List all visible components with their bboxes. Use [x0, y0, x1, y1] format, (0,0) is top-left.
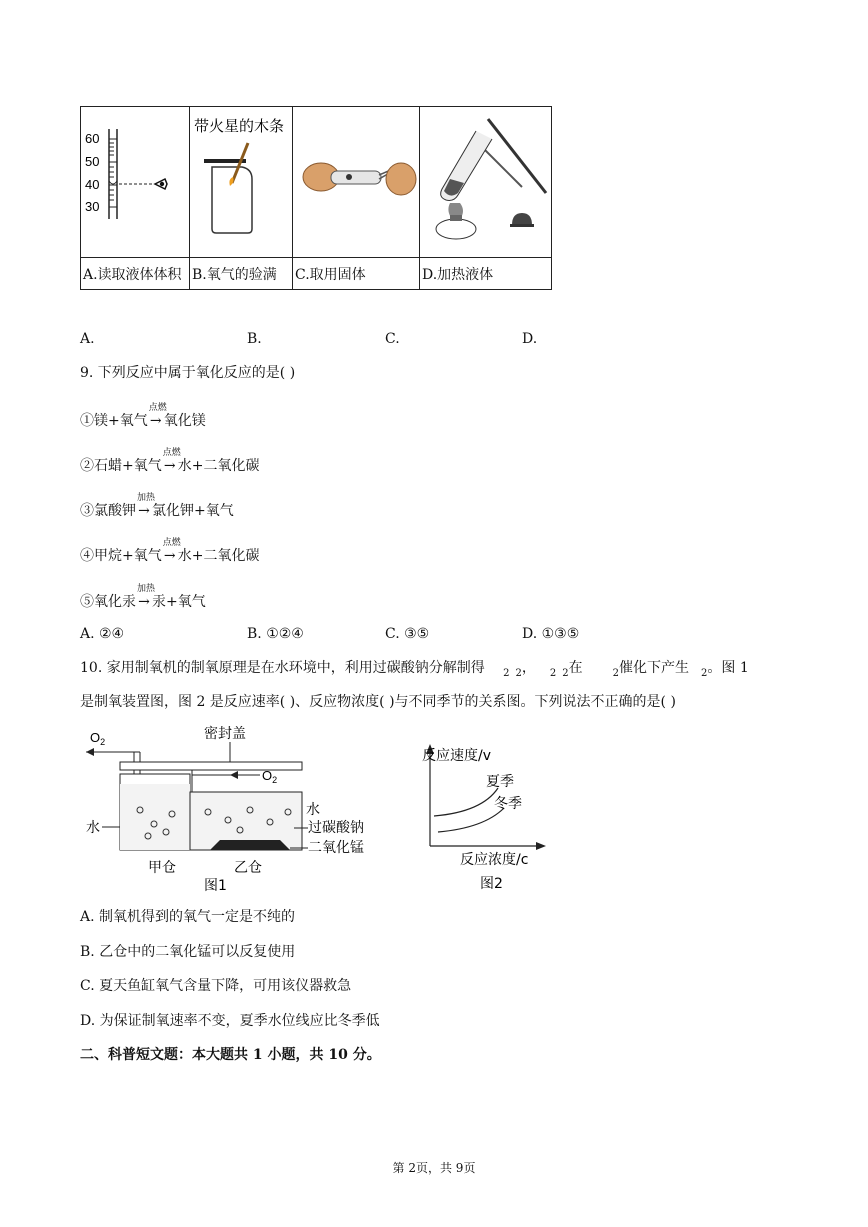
- summer-curve: [434, 788, 498, 816]
- q10-line1-d: 。图 1: [707, 660, 749, 676]
- reaction-5-right: 汞+氧气: [152, 594, 206, 610]
- cylinder-reading-figure: [81, 107, 189, 253]
- q8-option-c: C.: [385, 331, 400, 347]
- q10-option-d: D. 为保证制氧速率不变，夏季水位线应比冬季低: [80, 1013, 380, 1029]
- reaction-2-right: 水+二氧化碳: [177, 458, 260, 474]
- take-solid-figure: [293, 107, 419, 253]
- page-footer: 第 2页，共 9页: [392, 1161, 476, 1175]
- reaction-5-left: ⑤氧化汞: [80, 594, 136, 610]
- q10-line1-b: 在: [568, 660, 583, 676]
- reaction-3: ③氯酸钾 → 加热 氯化钾+氧气: [80, 500, 234, 520]
- figure-cell-c: [293, 107, 420, 258]
- sodium-percarbonate-label: 过碳酸钠: [308, 820, 364, 836]
- reaction-4: ④甲烷+氧气 → 点燃 水+二氧化碳: [80, 545, 259, 565]
- water-right-label: 水: [306, 802, 320, 818]
- q9-option-a: A. ②④: [80, 626, 125, 642]
- figure-cell-a: [81, 107, 190, 258]
- tick-30: 30: [85, 199, 100, 214]
- sub-2-a: 2: [503, 668, 510, 679]
- figure-cell-b: [190, 107, 293, 258]
- tick-60: 60: [85, 131, 100, 146]
- heat-liquid-figure: [420, 107, 551, 253]
- glowing-splint-label: 带火星的木条: [194, 117, 285, 135]
- caption-a: A.读取液体体积: [81, 258, 190, 290]
- q8-option-a: A.: [80, 331, 95, 347]
- reaction-4-condition: 点燃: [162, 538, 181, 548]
- reaction-2-condition: 点燃: [162, 448, 181, 458]
- chamber-a-label: 甲仓: [148, 860, 176, 876]
- reaction-3-left: ③氯酸钾: [80, 503, 136, 519]
- q9-option-d: D. ①③⑤: [522, 626, 580, 642]
- figure-1-caption: 图1: [204, 878, 227, 894]
- sub-2-e: 2: [612, 668, 620, 679]
- sub-2-d: 2: [562, 668, 569, 679]
- q10-stem-line1: 10. 家用制氧机的制氧原理是在水环境中，利用过碳酸钠分解制得 $_2$ $_2$， $_2$ $_2$在 $_2$催化下产生 $_2$。图 1: [80, 660, 749, 679]
- reaction-5: ⑤氧化汞 → 加热 汞+氧气: [80, 591, 206, 611]
- q10-option-b: B. 乙仓中的二氧化锰可以反复使用: [80, 944, 296, 960]
- sub-2-b: 2: [515, 668, 522, 679]
- mno2-label: 二氧化锰: [308, 840, 364, 856]
- q10-line1-a: 10. 家用制氧机的制氧原理是在水环境中，利用过碳酸钠分解制得: [80, 660, 485, 676]
- q8-option-d: D.: [522, 331, 538, 347]
- figure-cell-d: [420, 107, 552, 258]
- eye-icon: [155, 179, 167, 189]
- q9-option-b: B. ①②④: [247, 626, 304, 642]
- tick-40: 40: [85, 177, 100, 192]
- winter-label: 冬季: [494, 796, 522, 812]
- summer-label: 夏季: [486, 774, 514, 790]
- tick-50: 50: [85, 154, 100, 169]
- reaction-1-left: ①镁+氧气: [80, 413, 148, 429]
- y-axis-label: 反应速度/v: [422, 748, 492, 764]
- water-left-label: 水: [86, 820, 100, 836]
- q10-line1-c: 催化下产生: [619, 660, 690, 676]
- caption-c: C.取用固体: [293, 258, 420, 290]
- o2-in-label: $O_2$: [262, 768, 278, 785]
- sealed-lid-label: 密封盖: [204, 726, 246, 742]
- q9-option-c: C. ③⑤: [385, 626, 430, 642]
- sub-2-c: 2: [549, 668, 557, 679]
- arrow-left-icon: [86, 748, 94, 756]
- reaction-4-right: 水+二氧化碳: [177, 548, 260, 564]
- reaction-3-right: 氯化钾+氧气: [152, 503, 234, 519]
- q10-option-a: A. 制氧机得到的氧气一定是不纯的: [80, 909, 296, 925]
- q9-stem: 9. 下列反应中属于氧化反应的是( ): [80, 365, 296, 381]
- rate-concentration-figure: [408, 740, 558, 892]
- reaction-2-left: ②石蜡+氧气: [80, 458, 162, 474]
- chamber-b-label: 乙仓: [234, 860, 262, 876]
- reaction-4-left: ④甲烷+氧气: [80, 548, 162, 564]
- reaction-3-condition: 加热: [136, 493, 155, 503]
- mno2-layer: [210, 840, 290, 850]
- reaction-1-condition: 点燃: [148, 403, 167, 413]
- figure-2-caption: 图2: [480, 876, 503, 892]
- oxygen-generator-figure: [80, 722, 380, 894]
- reaction-1: ①镁+氧气 → 点燃 氧化镁: [80, 410, 206, 430]
- oxygen-test-figure: [190, 107, 292, 253]
- section-2-heading: 二、科普短文题：本大题共 1 小题，共 10 分。: [80, 1047, 381, 1063]
- caption-d: D.加热液体: [420, 258, 552, 290]
- lab-operations-table: [80, 106, 552, 290]
- sub-2-f: 2: [701, 668, 708, 679]
- q10-stem-line2: 是制氧装置图，图 2 是反应速率( )、反应物浓度( )与不同季节的关系图。下列说法不正确的是( ): [80, 694, 676, 710]
- o2-out-label: $O_2$: [90, 730, 106, 747]
- reaction-1-right: 氧化镁: [163, 413, 206, 429]
- q8-option-b: B.: [247, 331, 262, 347]
- x-axis-label: 反应浓度/c: [460, 852, 529, 868]
- reaction-5-condition: 加热: [136, 584, 155, 594]
- caption-b: B.氧气的验满: [190, 258, 293, 290]
- q10-option-c: C. 夏天鱼缸氧气含量下降，可用该仪器救急: [80, 978, 352, 994]
- reaction-2: ②石蜡+氧气 → 点燃 水+二氧化碳: [80, 455, 259, 475]
